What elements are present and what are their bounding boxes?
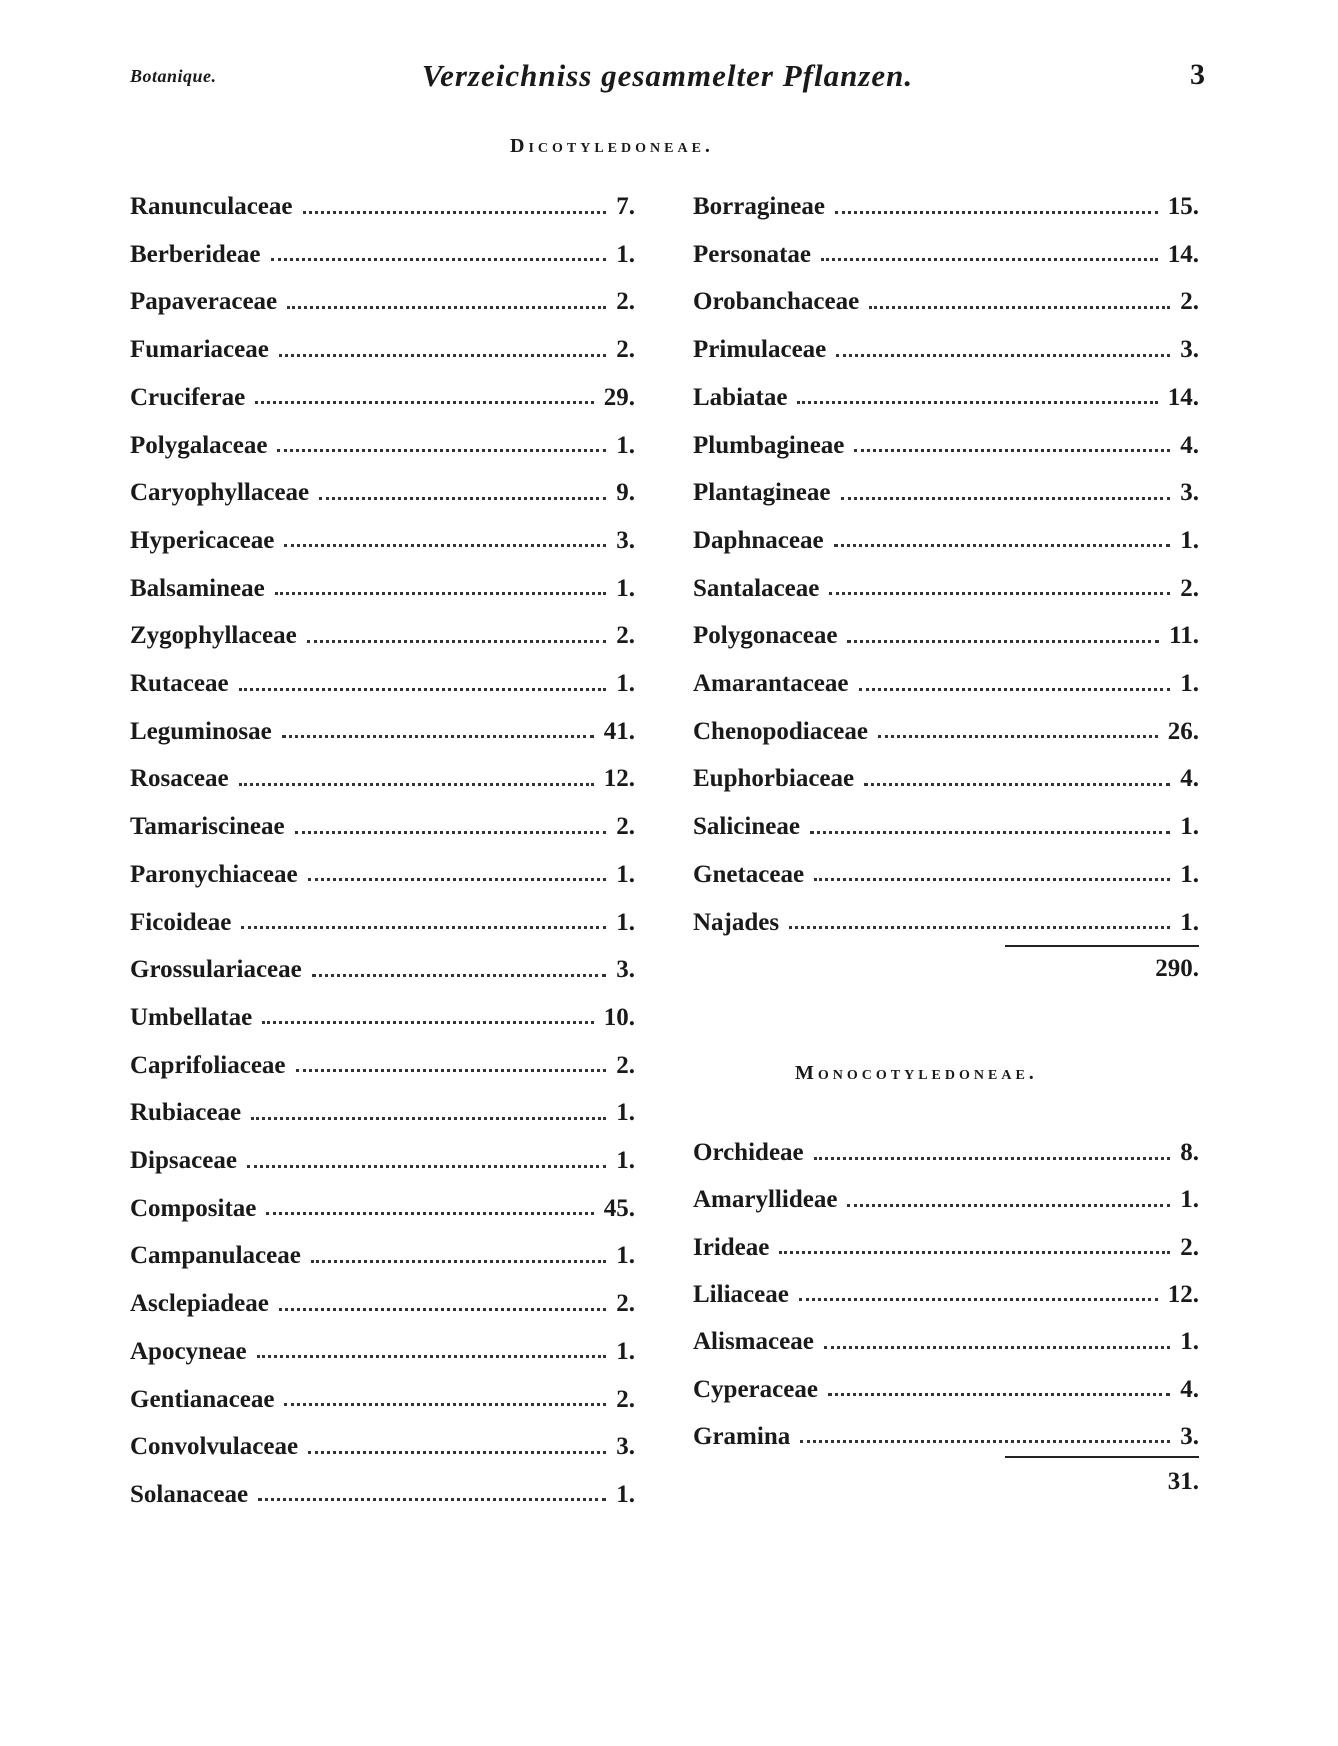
species-count: 2.	[616, 1051, 635, 1079]
dot-leader	[308, 1451, 606, 1454]
family-name: Rubiaceae	[130, 1099, 242, 1127]
species-count: 1.	[1180, 860, 1199, 888]
family-row	[693, 807, 1199, 847]
dot-leader	[279, 354, 606, 357]
family-row	[130, 569, 635, 609]
family-row	[130, 235, 635, 275]
family-name: Caryophyllaceae	[130, 479, 310, 507]
family-row	[693, 616, 1199, 656]
family-name: Papaveraceae	[130, 288, 278, 316]
species-count: 1.	[616, 1147, 635, 1174]
species-count: 12.	[1167, 1280, 1199, 1308]
dot-leader	[255, 401, 594, 404]
dot-leader	[311, 1260, 606, 1263]
dot-leader	[239, 783, 594, 786]
family-name: Compositae	[130, 1194, 257, 1222]
species-count: 14.	[1167, 240, 1199, 268]
species-count: 3.	[616, 526, 635, 554]
family-row	[130, 1189, 635, 1229]
dot-leader	[257, 1355, 607, 1358]
species-count: 15.	[1167, 193, 1199, 220]
species-count: 1.	[616, 908, 635, 936]
family-row	[130, 426, 635, 466]
species-count: 12.	[603, 765, 635, 793]
family-row	[693, 1275, 1199, 1315]
species-count: 11.	[1169, 622, 1199, 650]
species-count: 10.	[603, 1003, 635, 1031]
species-count: 3.	[1180, 479, 1199, 507]
family-name: Primulaceae	[693, 336, 827, 364]
family-name: Tamariscineae	[130, 813, 285, 841]
family-name: Gnetaceae	[693, 860, 805, 888]
species-count: 2.	[616, 1290, 635, 1318]
dot-leader	[869, 306, 1170, 309]
species-count: 1.	[616, 431, 635, 459]
family-name: Salicineae	[693, 813, 800, 841]
family-name: Caprifoliaceae	[130, 1051, 286, 1079]
family-name: Najades	[693, 908, 780, 936]
family-row	[130, 759, 635, 799]
family-name: Orobanchaceae	[693, 288, 860, 316]
dot-leader	[279, 1308, 606, 1311]
family-name: Ranunculaceae	[130, 193, 293, 220]
species-count: 1.	[616, 860, 635, 888]
monocotyledoneae-total: 31.	[1167, 1468, 1199, 1495]
family-name: Asclepiadeae	[130, 1290, 269, 1318]
family-name: Santalaceae	[693, 574, 820, 602]
family-name: Amaryllideae	[693, 1186, 838, 1214]
dot-leader	[312, 974, 607, 977]
family-row	[693, 1417, 1199, 1457]
family-row	[693, 903, 1199, 943]
family-name: Gramina	[693, 1422, 791, 1450]
species-count: 1.	[616, 1242, 635, 1270]
dot-leader	[836, 354, 1170, 357]
family-row	[130, 473, 635, 513]
family-name: Irideae	[693, 1233, 770, 1261]
dot-leader	[797, 401, 1157, 404]
family-row	[693, 187, 1199, 227]
dot-leader	[239, 688, 607, 691]
dicotyledoneae-heading: Dicotyledoneae.	[510, 135, 714, 157]
dot-leader	[296, 1069, 607, 1072]
family-row	[130, 855, 635, 895]
family-name: Cruciferae	[130, 383, 246, 411]
family-name: Hypericaceae	[130, 526, 275, 554]
species-count: 2.	[616, 336, 635, 364]
species-count: 1.	[1180, 813, 1199, 841]
family-name: Fumariaceae	[130, 336, 269, 364]
family-row	[130, 330, 635, 370]
dot-leader	[789, 926, 1170, 929]
family-row	[693, 521, 1199, 561]
dot-leader	[859, 688, 1171, 691]
family-row	[130, 807, 635, 847]
species-count: 1.	[616, 1480, 635, 1508]
family-row	[130, 1284, 635, 1324]
species-count: 1.	[616, 670, 635, 697]
family-row	[130, 664, 635, 704]
dot-leader	[277, 449, 606, 452]
family-name: Campanulaceae	[130, 1242, 301, 1270]
species-count: 3.	[616, 956, 635, 984]
family-name: Euphorbiaceae	[693, 765, 855, 793]
species-count: 8.	[1180, 1139, 1199, 1166]
family-name: Polygalaceae	[130, 431, 268, 459]
family-row	[130, 1427, 635, 1467]
dot-leader	[287, 306, 606, 309]
dot-leader	[262, 1021, 594, 1024]
family-name: Rutaceae	[130, 670, 229, 697]
species-count: 3.	[616, 1433, 635, 1461]
family-row	[130, 998, 635, 1038]
species-count: 1.	[1180, 1328, 1199, 1356]
family-name: Umbellatae	[130, 1003, 253, 1031]
family-row	[130, 378, 635, 418]
family-row	[130, 1380, 635, 1420]
family-name: Solanaceae	[130, 1480, 249, 1508]
dot-leader	[810, 831, 1170, 834]
dot-leader	[814, 1157, 1171, 1160]
species-count: 4.	[1180, 1375, 1199, 1403]
dot-leader	[308, 878, 607, 881]
species-count: 7.	[616, 193, 635, 220]
family-name: Borragineae	[693, 193, 825, 220]
dot-leader	[847, 640, 1159, 643]
family-name: Gentianaceae	[130, 1385, 275, 1413]
family-row	[693, 378, 1199, 418]
family-row	[693, 712, 1199, 752]
family-name: Rosaceae	[130, 765, 229, 793]
family-name: Balsamineae	[130, 574, 265, 602]
species-count: 1.	[1180, 1186, 1199, 1214]
family-name: Labiatae	[693, 383, 788, 411]
species-count: 2.	[1180, 574, 1199, 602]
family-row	[130, 521, 635, 561]
dot-leader	[295, 831, 607, 834]
dot-leader	[303, 211, 607, 214]
family-name: Berberideae	[130, 240, 261, 268]
dot-leader	[854, 449, 1170, 452]
family-name: Plantagineae	[693, 479, 831, 507]
species-count: 26.	[1167, 717, 1199, 745]
family-row	[130, 187, 635, 227]
dot-leader	[779, 1251, 1170, 1254]
dot-leader	[835, 211, 1158, 214]
species-count: 45.	[603, 1194, 635, 1222]
family-row	[693, 569, 1199, 609]
page-title: Verzeichniss gesammelter Pflanzen.	[421, 58, 914, 93]
family-row	[130, 1093, 635, 1133]
family-row	[130, 712, 635, 752]
family-row	[693, 235, 1199, 275]
species-count: 1.	[616, 574, 635, 602]
species-count: 2.	[1180, 1233, 1199, 1261]
dot-leader	[847, 1204, 1170, 1207]
dot-leader	[864, 783, 1170, 786]
family-row	[693, 1180, 1199, 1220]
family-name: Plumbagineae	[693, 431, 845, 459]
family-name: Ficoideae	[130, 908, 232, 936]
family-row	[693, 1370, 1199, 1410]
family-row	[693, 1133, 1199, 1173]
dot-leader	[284, 544, 606, 547]
dot-leader	[319, 497, 606, 500]
species-count: 1.	[1180, 526, 1199, 554]
family-name: Convolvulaceae	[130, 1433, 299, 1461]
family-name: Apocyneae	[130, 1337, 247, 1365]
dot-leader	[814, 878, 1170, 881]
dot-leader	[271, 258, 607, 261]
species-count: 2.	[616, 288, 635, 316]
family-name: Liliaceae	[693, 1280, 789, 1308]
dot-leader	[834, 544, 1171, 547]
dot-leader	[824, 1346, 1170, 1349]
family-row	[693, 855, 1199, 895]
dot-leader	[878, 735, 1158, 738]
species-count: 1.	[616, 1099, 635, 1127]
running-head	[130, 58, 1205, 102]
species-count: 3.	[1180, 1422, 1199, 1450]
species-count: 41.	[603, 717, 635, 745]
family-row	[693, 473, 1199, 513]
family-row	[130, 1141, 635, 1181]
dot-leader	[258, 1498, 606, 1501]
family-name: Orchideae	[693, 1139, 804, 1166]
family-name: Zygophyllaceae	[130, 622, 297, 650]
page-number: 3	[1190, 58, 1205, 91]
family-row	[130, 1046, 635, 1086]
family-row	[130, 950, 635, 990]
species-count: 3.	[1180, 336, 1199, 364]
family-row	[693, 664, 1199, 704]
dot-leader	[799, 1298, 1158, 1301]
family-row	[130, 1236, 635, 1276]
section-label: Botanique.	[130, 66, 217, 86]
dot-leader	[829, 592, 1170, 595]
dot-leader	[828, 1393, 1170, 1396]
species-count: 14.	[1167, 383, 1199, 411]
family-name: Leguminosae	[130, 717, 272, 745]
family-name: Daphnaceae	[693, 526, 824, 554]
family-row	[693, 1228, 1199, 1268]
species-count: 1.	[1180, 670, 1199, 697]
monocotyledoneae-total-rule	[1005, 1456, 1199, 1458]
species-count: 29.	[603, 383, 635, 411]
family-row	[130, 616, 635, 656]
family-name: Dipsaceae	[130, 1147, 237, 1174]
dot-leader	[275, 592, 607, 595]
dot-leader	[841, 497, 1171, 500]
species-count: 9.	[616, 479, 635, 507]
family-row	[693, 426, 1199, 466]
family-name: Paronychiaceae	[130, 860, 298, 888]
species-count: 2.	[1180, 288, 1199, 316]
family-row	[693, 1322, 1199, 1362]
species-count: 2.	[616, 813, 635, 841]
dot-leader	[307, 640, 607, 643]
family-row	[130, 282, 635, 322]
dot-leader	[282, 735, 594, 738]
species-count: 1.	[1180, 908, 1199, 936]
dot-leader	[800, 1440, 1170, 1443]
family-row	[693, 330, 1199, 370]
species-count: 1.	[616, 240, 635, 268]
family-name: Polygonaceae	[693, 622, 838, 650]
dicotyledoneae-total: 290.	[1155, 955, 1199, 982]
family-row	[130, 1332, 635, 1372]
dot-leader	[251, 1117, 606, 1120]
family-name: Grossulariaceae	[130, 956, 302, 984]
species-count: 4.	[1180, 765, 1199, 793]
dot-leader	[247, 1165, 606, 1168]
family-name: Alismaceae	[693, 1328, 814, 1356]
family-row	[130, 1475, 635, 1515]
dot-leader	[284, 1403, 606, 1406]
species-count: 1.	[616, 1337, 635, 1365]
dicotyledoneae-total-rule	[1005, 945, 1199, 947]
dot-leader	[821, 258, 1158, 261]
family-row	[130, 903, 635, 943]
species-count: 2.	[616, 622, 635, 650]
species-count: 2.	[616, 1385, 635, 1413]
family-name: Amarantaceae	[693, 670, 849, 697]
species-count: 4.	[1180, 431, 1199, 459]
dot-leader	[241, 926, 606, 929]
family-name: Personatae	[693, 240, 812, 268]
monocotyledoneae-heading: Monocotyledoneae.	[795, 1062, 1038, 1084]
family-row	[693, 759, 1199, 799]
family-row	[693, 282, 1199, 322]
family-name: Cyperaceae	[693, 1375, 818, 1403]
dot-leader	[266, 1212, 593, 1215]
family-name: Chenopodiaceae	[693, 717, 868, 745]
